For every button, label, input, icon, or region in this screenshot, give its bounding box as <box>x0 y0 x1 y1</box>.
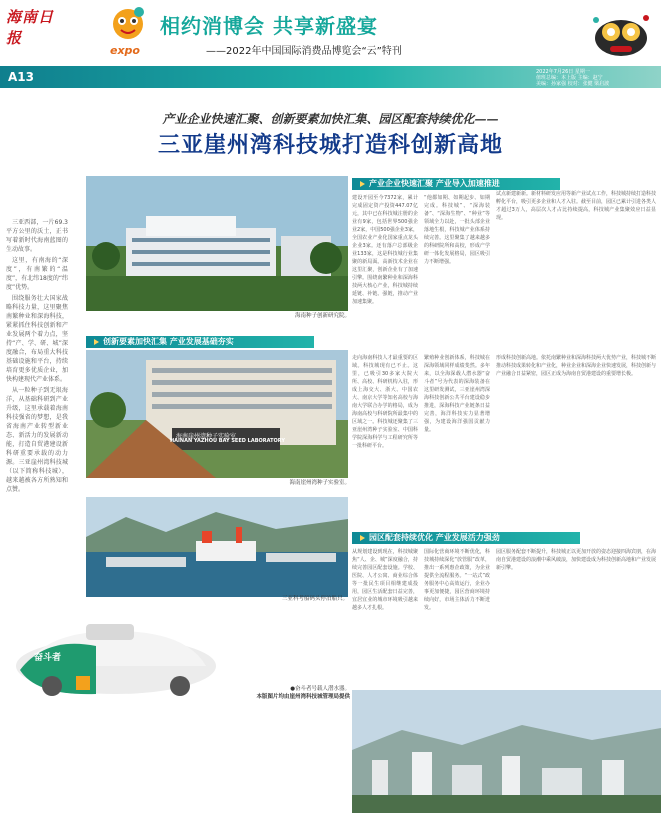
photo-caption: 海南种子创新研究院。 <box>294 313 350 319</box>
lead-paragraph: 围绕服务壮大国家战略科技力量，这里聚焦南繁种业和深海科技，紧紧抓住科技创新和产业发展两个着力点，坚持“产、学、研、城”深度融合，布局重大科技基础设施和平台，持续培育更多优质企业，加快构建现代产业体系。 <box>6 295 68 383</box>
article-title: 三亚崖州湾科技城打造科创新高地 <box>157 133 503 158</box>
article-text: 形成科技创新高地。依托南繁种业和深海科技两大优势产业，科技城不断推动科技成果转化和产业化，种业企业和深海企业快速发展，科技创新与产业融合日益紧密，园区正成为海南自贸港建设的重要增长极。 <box>496 355 656 377</box>
article-text: 国际化营商环境不断优化，科技城持续深化“放管服”改革，推出一系列惠企政策，为企业提供全流程服务。“一站式”政务服务中心高效运行，企业办事更加便捷，园区营商环境持续向好，市场主体活力不断迸发。 <box>424 549 490 611</box>
section-heading-text: 创新要素加快汇集 产业发展基础夯实 <box>103 337 234 346</box>
photo-harbor <box>86 497 348 597</box>
submersible-name: 奋斗者 <box>34 653 62 663</box>
edition-date: 2022年7月26日 星期一 <box>536 69 590 75</box>
special-edition-subline: ——2022年中国国际消费品博览会“云”特刊 <box>206 46 402 57</box>
page-number: A13 <box>8 70 34 84</box>
section-heading <box>86 336 314 348</box>
photo-caption: 三亚科考船码头停泊船只。 <box>281 596 348 602</box>
mascot-illustration-icon <box>586 6 656 60</box>
edition-editors: 值班总编：本上版 主编：赵宁 <box>536 75 603 81</box>
article-kicker: 产业企业快速汇聚、创新要素加快汇集、园区配套持续优化—— <box>162 112 499 126</box>
article-text: 试点新建新新。新材料研发应用等新产业试点工作，科技城持续打造科技孵化平台，吸引更多企业和人才入驻。截至目前，园区已累计引进各类人才超过3万人，高层次人才占比持续提高，科技城产业集聚效应日益显现。 <box>496 191 656 221</box>
special-edition-headline: 相约消博会 共享新盛宴 <box>160 14 378 38</box>
section-arrow-icon <box>94 339 99 345</box>
photo-caption: 海南崖州湾种子实验室。 <box>289 480 350 486</box>
photo-credit: 本版图片均由崖州湾科技城管理局提供 <box>256 694 350 700</box>
edition-staff: 美编：孙家强 校对：张健 梁启波 <box>536 81 610 87</box>
section-arrow-icon <box>360 535 365 541</box>
city-skyline-photo <box>352 690 661 813</box>
article-text: 园区服务配套不断提升，科技城正以更加开放的姿态迎接四海宾朋，在海南自贸港建设的浪潮中乘风破浪，加快建设成为科技创新高地和产业发展新引擎。 <box>496 549 656 571</box>
article-text: “他都如期、如期起步、如期完成。科技城”、“深海装备”、“深海生物”、“种业”等领域全力以赴，一批头部企业落地生根，科技城产业体系持续完善。这里聚集了越来越多的科研院所和高校，形成产学研一体化发展格局，园区吸引力不断增强。 <box>424 195 490 265</box>
section-heading <box>352 178 560 190</box>
section-heading-text: 产业企业快速汇聚 产业导入加速推进 <box>369 179 500 188</box>
article-text: 走向海南科技人才最重要的区域。科技城现有已不止。这里，已吸引30多家大院大所、高校、科研机构入驻，形成上海交大、浙大、中国农大、南京大学等知名高校与海南大学联合办学的格局，成为海南高校与科研院所最集中的区域之一。科技城还聚集了三亚崖州湾种子实验室、中国科学院深海科学与工程研究所等一批科研平台。 <box>352 355 418 449</box>
lead-paragraph: 三亚西部，一片69.3平方公里的沃土，正书写着新时代海南蓝图的生动故事。 <box>6 219 68 253</box>
article-text: 从规划建设到现在，科技城聚焦“人、企、城”深度融合，持续完善园区配套设施。学校、医院、人才公寓、商业综合体等一批民生项目相继建成投用，园区生活配套日益完善，宜居宜业的城市环境吸引越来越多人才扎根。 <box>352 549 418 611</box>
newspaper-logo: 海南日报 <box>6 8 55 47</box>
seed-lab-sign-cn: 海南崖州湾种子实验室 <box>176 433 237 440</box>
lead-column <box>6 218 68 496</box>
expo-word: expo <box>110 44 140 57</box>
section-heading <box>352 532 580 544</box>
photo-seed-institute <box>86 176 348 311</box>
section-heading-text: 园区配套持续优化 产业发展活力强劲 <box>369 533 500 542</box>
lead-paragraph: 从一粒种子到无垠海洋，从基础科研到产业升级，这里承载着海南科技强省的梦想，是我省海南产业转型新业态、新活力的发展新动能，打造自贸港建设新科研重要承载的动力源。三亚崖州湾科技城（以下简称科技城），越来越被各方所熟知和点赞。 <box>6 387 68 493</box>
seed-lab-sign-en: HAINAN YAZHOU BAY SEED LABORATORY <box>170 438 285 444</box>
section-arrow-icon <box>360 181 365 187</box>
lead-paragraph: 这里，有南海的“深度”，有南繁的“温度”，有北纬18度的“纬度”优势。 <box>6 257 68 291</box>
edition-info <box>536 69 658 87</box>
photo-seed-laboratory <box>86 350 348 478</box>
photo-caption: ●奋斗者号载人潜水器。 <box>290 686 350 692</box>
article-text: 繁殖种业创新体系，科技城在深海领域同样成绩斐然。多年来，以全海深载人潜水器“奋斗者”号为代表的深海装备在这里研发测试，三亚崖州湾深海科技创新公共平台建设稳步推进，深海科技产业链条日益完善，海洋科技实力显著增强，为建设海洋强国贡献力量。 <box>424 355 490 433</box>
article-text: 建设开园至今7372家，累计完成固定资产投资447.07亿元，其中已在科技城注册的企业有9家，包括世界500强企业2家，中国500强企业3家，全国农业产业化国家重点龙头企业3家。还有落户总部级企业133家，这是科技城行业集聚的新局面。高新技术企业在这里汇聚，创新企业有了加速引擎。围绕南繁种业和深海科技两大核心产业，科技城持续延链、补链、强链，推动产业加速集聚。 <box>352 195 418 305</box>
expo-badge-icon <box>108 6 148 46</box>
